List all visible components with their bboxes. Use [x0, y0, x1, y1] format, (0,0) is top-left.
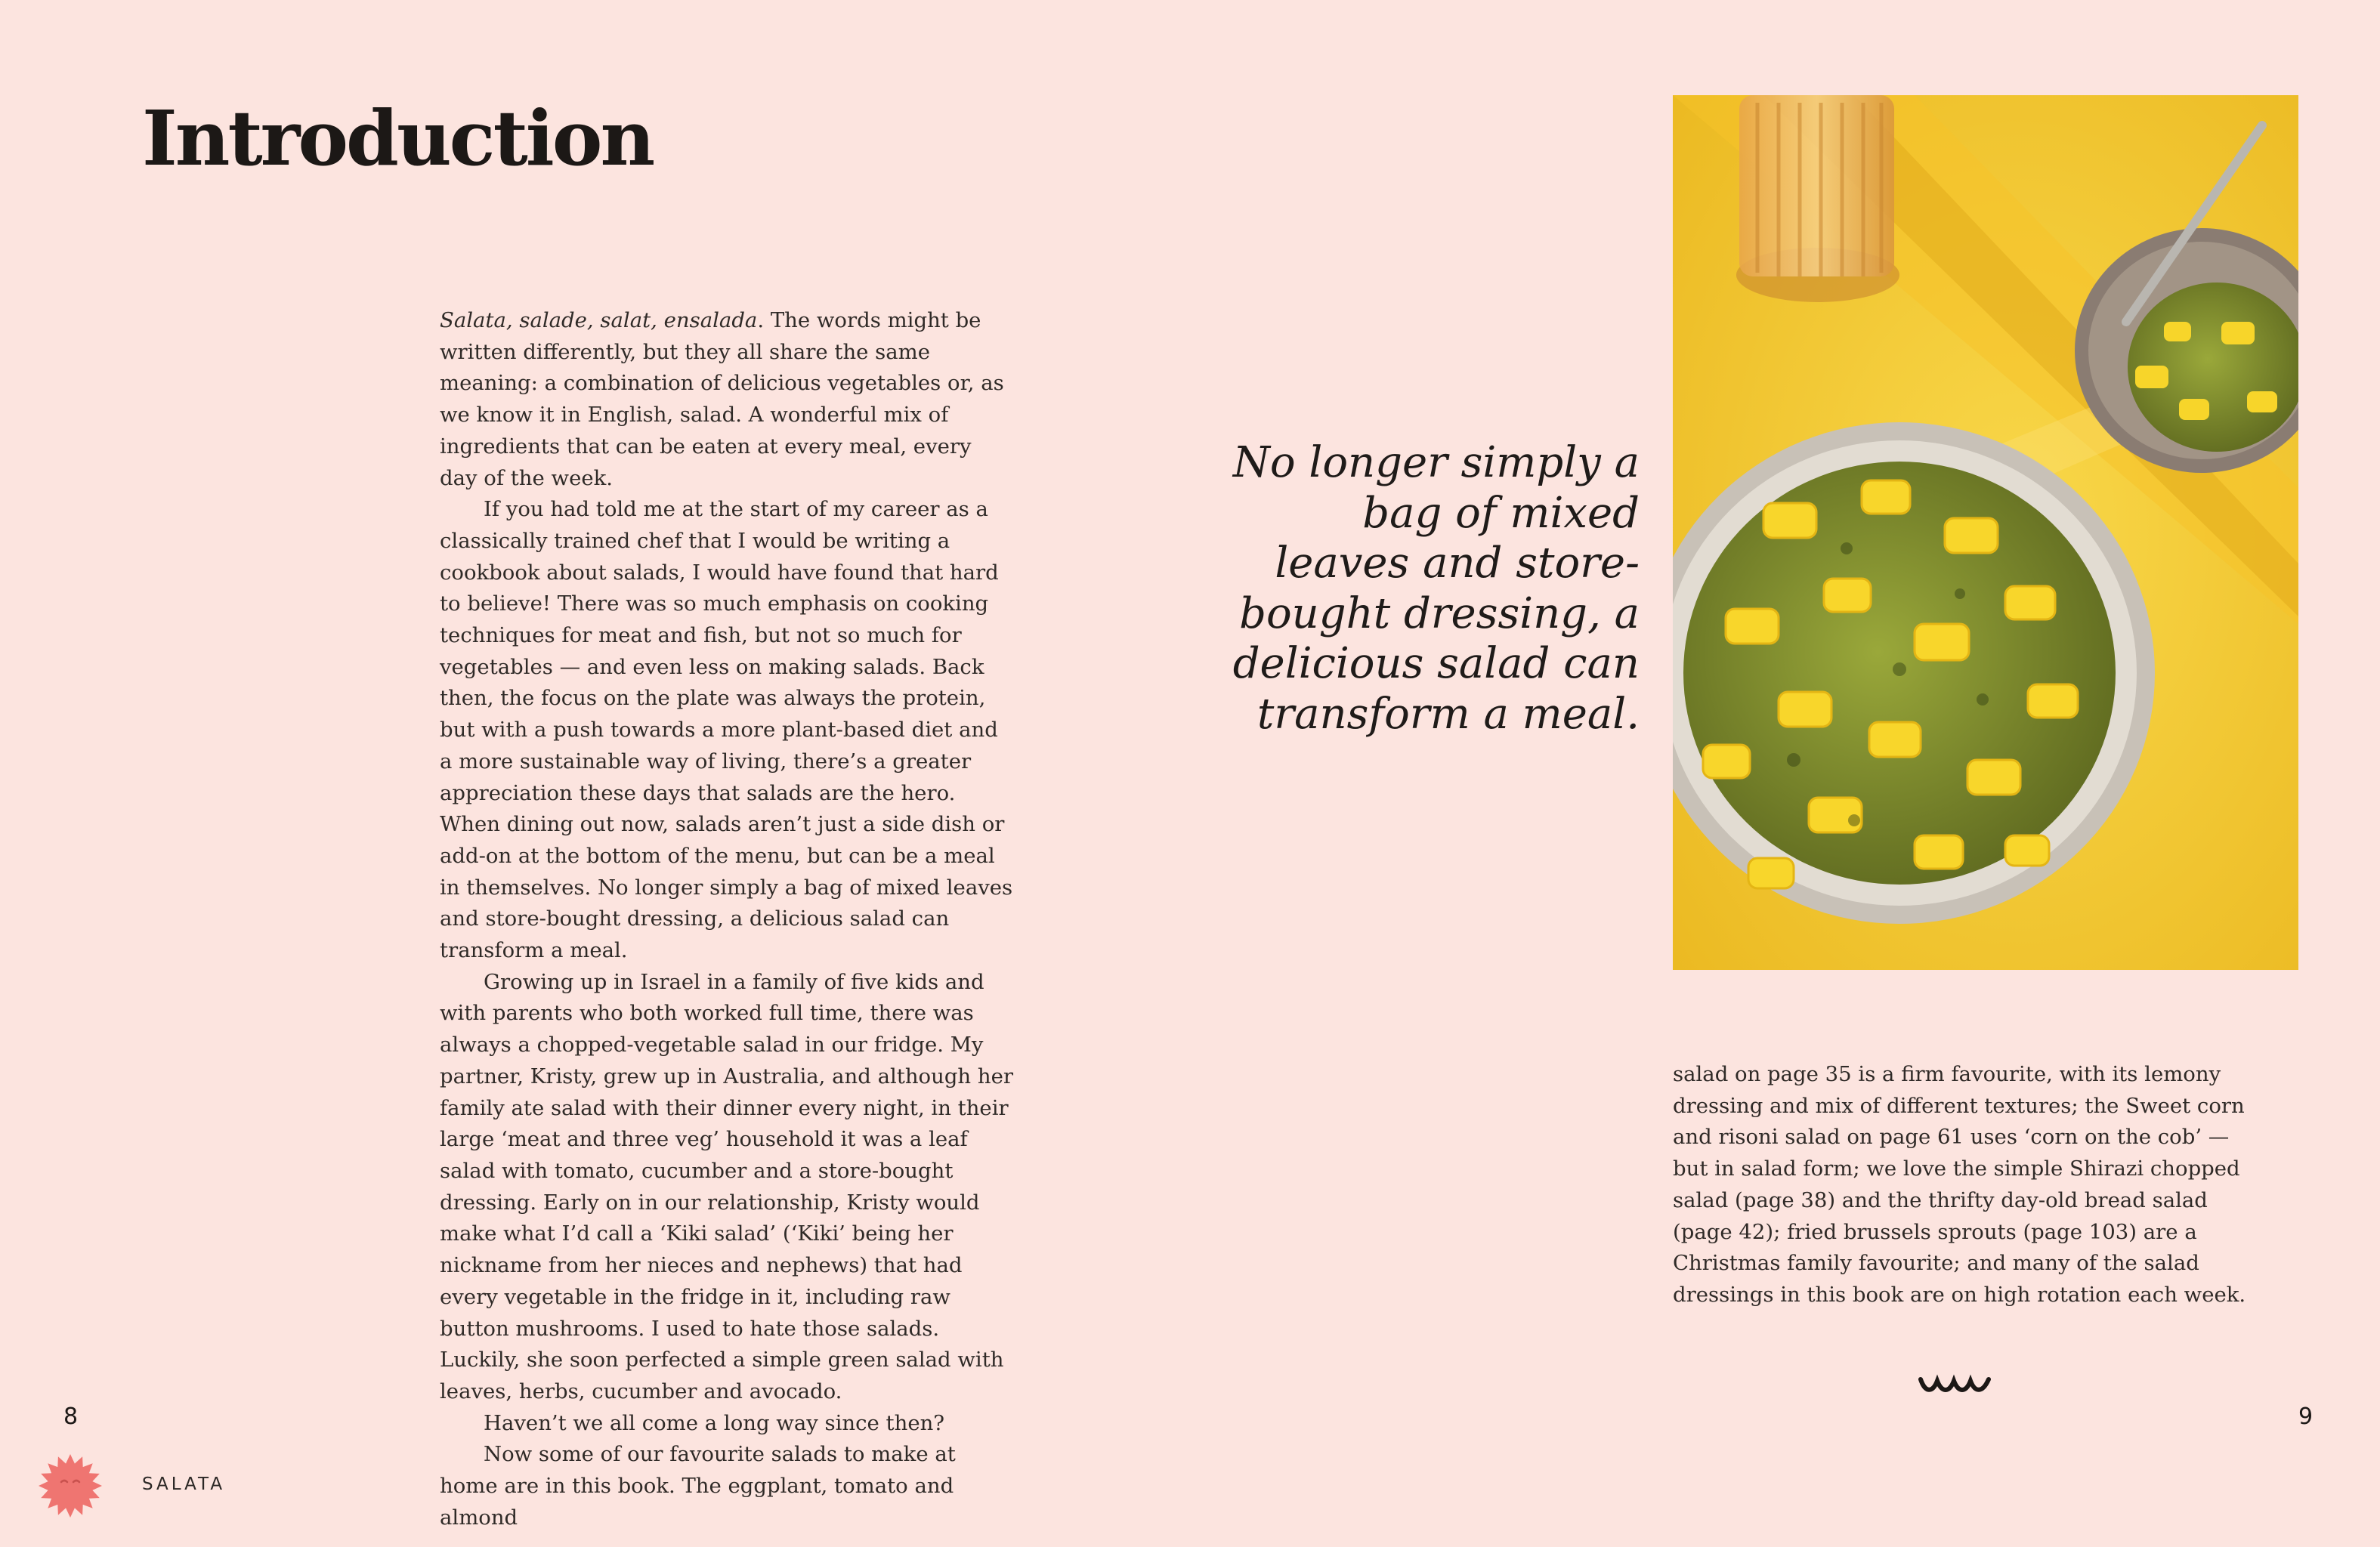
wave-divider-icon	[1918, 1373, 1992, 1396]
page-number-right: 9	[2298, 1403, 2314, 1430]
star-burst-icon	[38, 1453, 103, 1518]
body-text-right	[1673, 1059, 2262, 1311]
paragraph: Haven’t we all come a long way since then?	[484, 1410, 945, 1435]
pull-quote: No longer simply a bag of mixed leaves and store-bought dressing, a delicious salad can transform a meal.	[1232, 438, 1640, 739]
body-text-left	[440, 305, 1014, 1533]
italic-words: Salata, salade, salat, ensalada	[440, 308, 758, 332]
paragraph-text: . The words might be written differently, but they all share the same meaning: a combination of delicious vegetables or, as we know it in English, salad. A wonderful mix of ingredients that can be eaten at every meal, every day of the week.	[440, 308, 1004, 490]
paragraph: Growing up in Israel in a family of five kids and with parents who both worked full time, there was always a chopped-vegetable salad in our fridge. My partner, Kristy, grew up in Australia, and although her family ate salad with their dinner every night, in their large ‘meat and three veg’ household it was a leaf salad with tomato, cucumber and a store-bought dressing. Early on in our relationship, Kristy would make what I’d call a ‘Kiki salad’ (‘Kiki’ being her nickname from her nieces and nephews) that had every vegetable in the fridge in it, including raw button mushrooms. I used to hate those salads. Luckily, she soon perfected a simple green salad with leaves, herbs, cucumber and avocado.	[440, 969, 1014, 1403]
salad-photo-illustration	[1673, 95, 2298, 970]
running-head: SALATA	[142, 1474, 226, 1494]
salad-photo	[1673, 95, 2298, 970]
paragraph: If you had told me at the start of my career as a classically trained chef that I would be writing a cookbook about salads, I would have found that hard to believe! There was so much emphasis on cooking techniques for meat and fish, but not so much for vegetables — and even less on making salads. Back then, the focus on the plate was always the protein, but with a push towards a more plant-based diet and a more sustainable way of living, there’s a greater appreciation these days that salads are the hero. When dining out now, salads aren’t just a side dish or add-on at the bottom of the menu, but can be a meal in themselves. No longer simply a bag of mixed leaves and store-bought dressing, a delicious salad can transform a meal.	[440, 497, 1013, 963]
page-number-left: 8	[63, 1403, 79, 1430]
paragraph: salad on page 35 is a firm favourite, with its lemony dressing and mix of different textures; the Sweet corn and risoni salad on page 61 uses ‘corn on the cob’ — but in salad form; we love the simple Shirazi chopped salad (page 38) and the thrifty day-old bread salad (page 42); fried brussels sprouts (page 103) are a Christmas family favourite; and many of the salad dressings in this book are on high rotation each week.	[1673, 1062, 2246, 1307]
page-title: Introduction	[142, 94, 654, 183]
paragraph: Now some of our favourite salads to make at home are in this book. The eggplant, tomato and almond	[440, 1442, 956, 1530]
glass	[1736, 95, 1899, 302]
paragraph	[440, 305, 1014, 494]
